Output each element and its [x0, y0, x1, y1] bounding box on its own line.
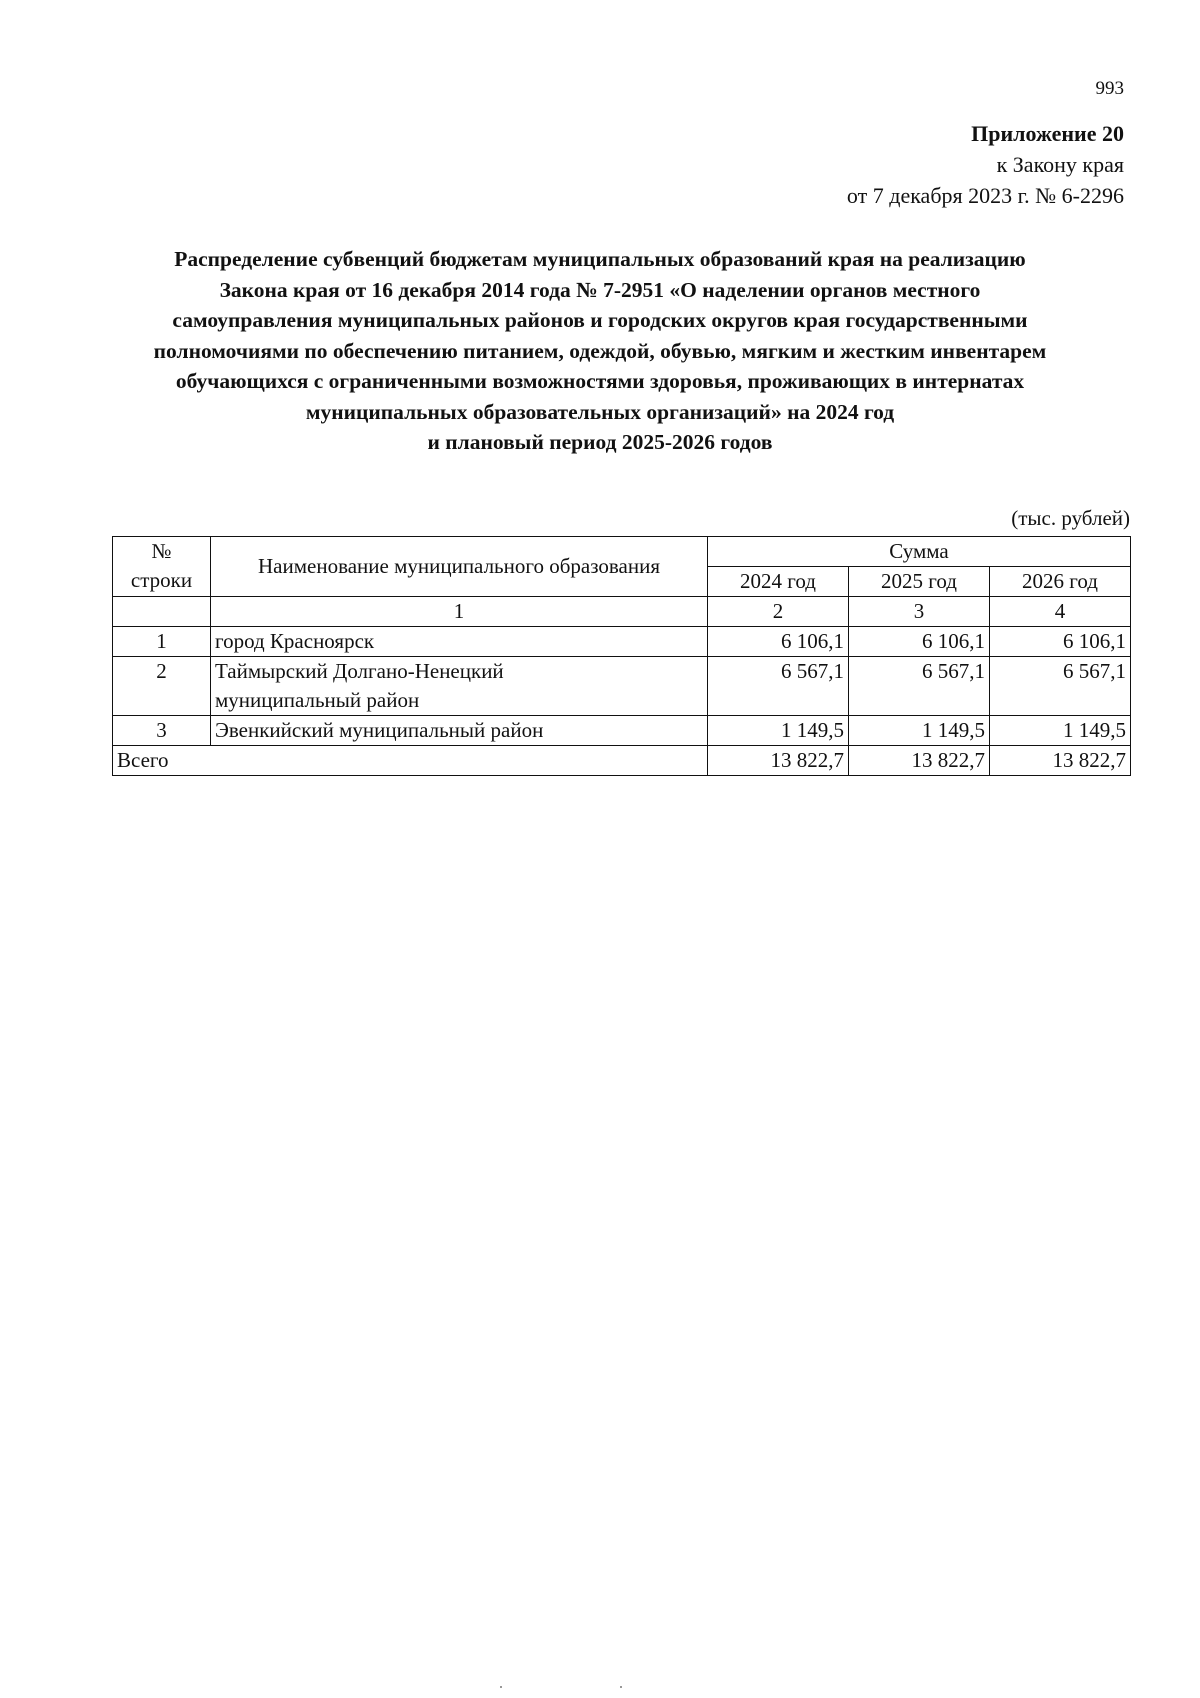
value-2026: 1 149,5 — [990, 716, 1131, 746]
column-number: 1 — [211, 597, 708, 627]
municipality-name — [211, 627, 708, 657]
appendix-law-reference: к Закону края — [996, 152, 1124, 177]
value-2024: 1 149,5 — [708, 716, 849, 746]
total-2025: 13 822,7 — [849, 746, 990, 776]
title-line: и плановый период 2025-2026 годов — [427, 430, 773, 454]
column-numbers-row — [113, 597, 1131, 627]
value-2024: 6 106,1 — [708, 627, 849, 657]
table-header-row — [113, 537, 1131, 567]
scan-dot — [500, 1686, 502, 1688]
title-line: Распределение субвенций бюджетам муниципальных образований края на реализацию — [174, 247, 1026, 271]
column-number-empty — [113, 597, 211, 627]
municipality-name-line: Таймырский Долгано-Ненецкий — [215, 659, 504, 683]
units-label: (тыс. рублей) — [1011, 506, 1130, 530]
value-2025: 1 149,5 — [849, 716, 990, 746]
document-title — [100, 244, 1100, 458]
row-number: 1 — [113, 627, 211, 657]
total-label: Всего — [113, 746, 708, 776]
title-line: муниципальных образовательных организаций» на 2024 год — [305, 399, 895, 424]
municipality-name — [211, 657, 708, 716]
value-2025: 6 567,1 — [849, 657, 990, 716]
value-2024: 6 567,1 — [708, 657, 849, 716]
header-row-number-label: строки — [130, 568, 193, 592]
header-row-number-sign: № — [151, 539, 172, 563]
row-number: 2 — [113, 657, 211, 716]
row-number: 3 — [113, 716, 211, 746]
municipality-name-line: муниципальный район — [215, 688, 420, 712]
header-year-2024: 2024 год — [708, 567, 849, 597]
appendix-block — [847, 118, 1124, 211]
table-row — [113, 716, 1131, 746]
header-name: Наименование муниципального образования — [211, 537, 708, 597]
header-sum: Сумма — [708, 537, 1131, 567]
total-row — [113, 746, 1131, 776]
header-year-2026: 2026 год — [990, 567, 1131, 597]
scan-dot — [620, 1686, 622, 1688]
appendix-law-date: от 7 декабря 2023 г. № 6-2296 — [846, 183, 1124, 208]
value-2025: 6 106,1 — [849, 627, 990, 657]
municipality-name-line: Эвенкийский муниципальный район — [215, 718, 544, 742]
header-row-number — [113, 537, 211, 597]
table-row — [113, 627, 1131, 657]
column-number: 3 — [849, 597, 990, 627]
title-line: самоуправления муниципальных районов и городских округов края государственными — [172, 308, 1028, 332]
table-row — [113, 657, 1131, 716]
total-2024: 13 822,7 — [708, 746, 849, 776]
title-line: обучающихся с ограниченными возможностями здоровья, проживающих в интернатах — [175, 369, 1025, 393]
title-line: Закона края от 16 декабря 2014 года № 7-2951 «О наделении органов местного — [219, 277, 981, 302]
header-year-2025: 2025 год — [849, 567, 990, 597]
total-2026: 13 822,7 — [990, 746, 1131, 776]
appendix-title: Приложение 20 — [971, 121, 1124, 146]
page-number: 993 — [1095, 78, 1124, 99]
column-number: 4 — [990, 597, 1131, 627]
municipality-name-line: город Красноярск — [215, 629, 375, 653]
value-2026: 6 567,1 — [990, 657, 1131, 716]
subvention-table — [112, 536, 1131, 776]
scan-marks — [500, 1686, 630, 1690]
municipality-name — [211, 716, 708, 746]
column-number: 2 — [708, 597, 849, 627]
title-line: полномочиями по обеспечению питанием, одеждой, обувью, мягким и жестким инвентарем — [153, 338, 1047, 363]
value-2026: 6 106,1 — [990, 627, 1131, 657]
